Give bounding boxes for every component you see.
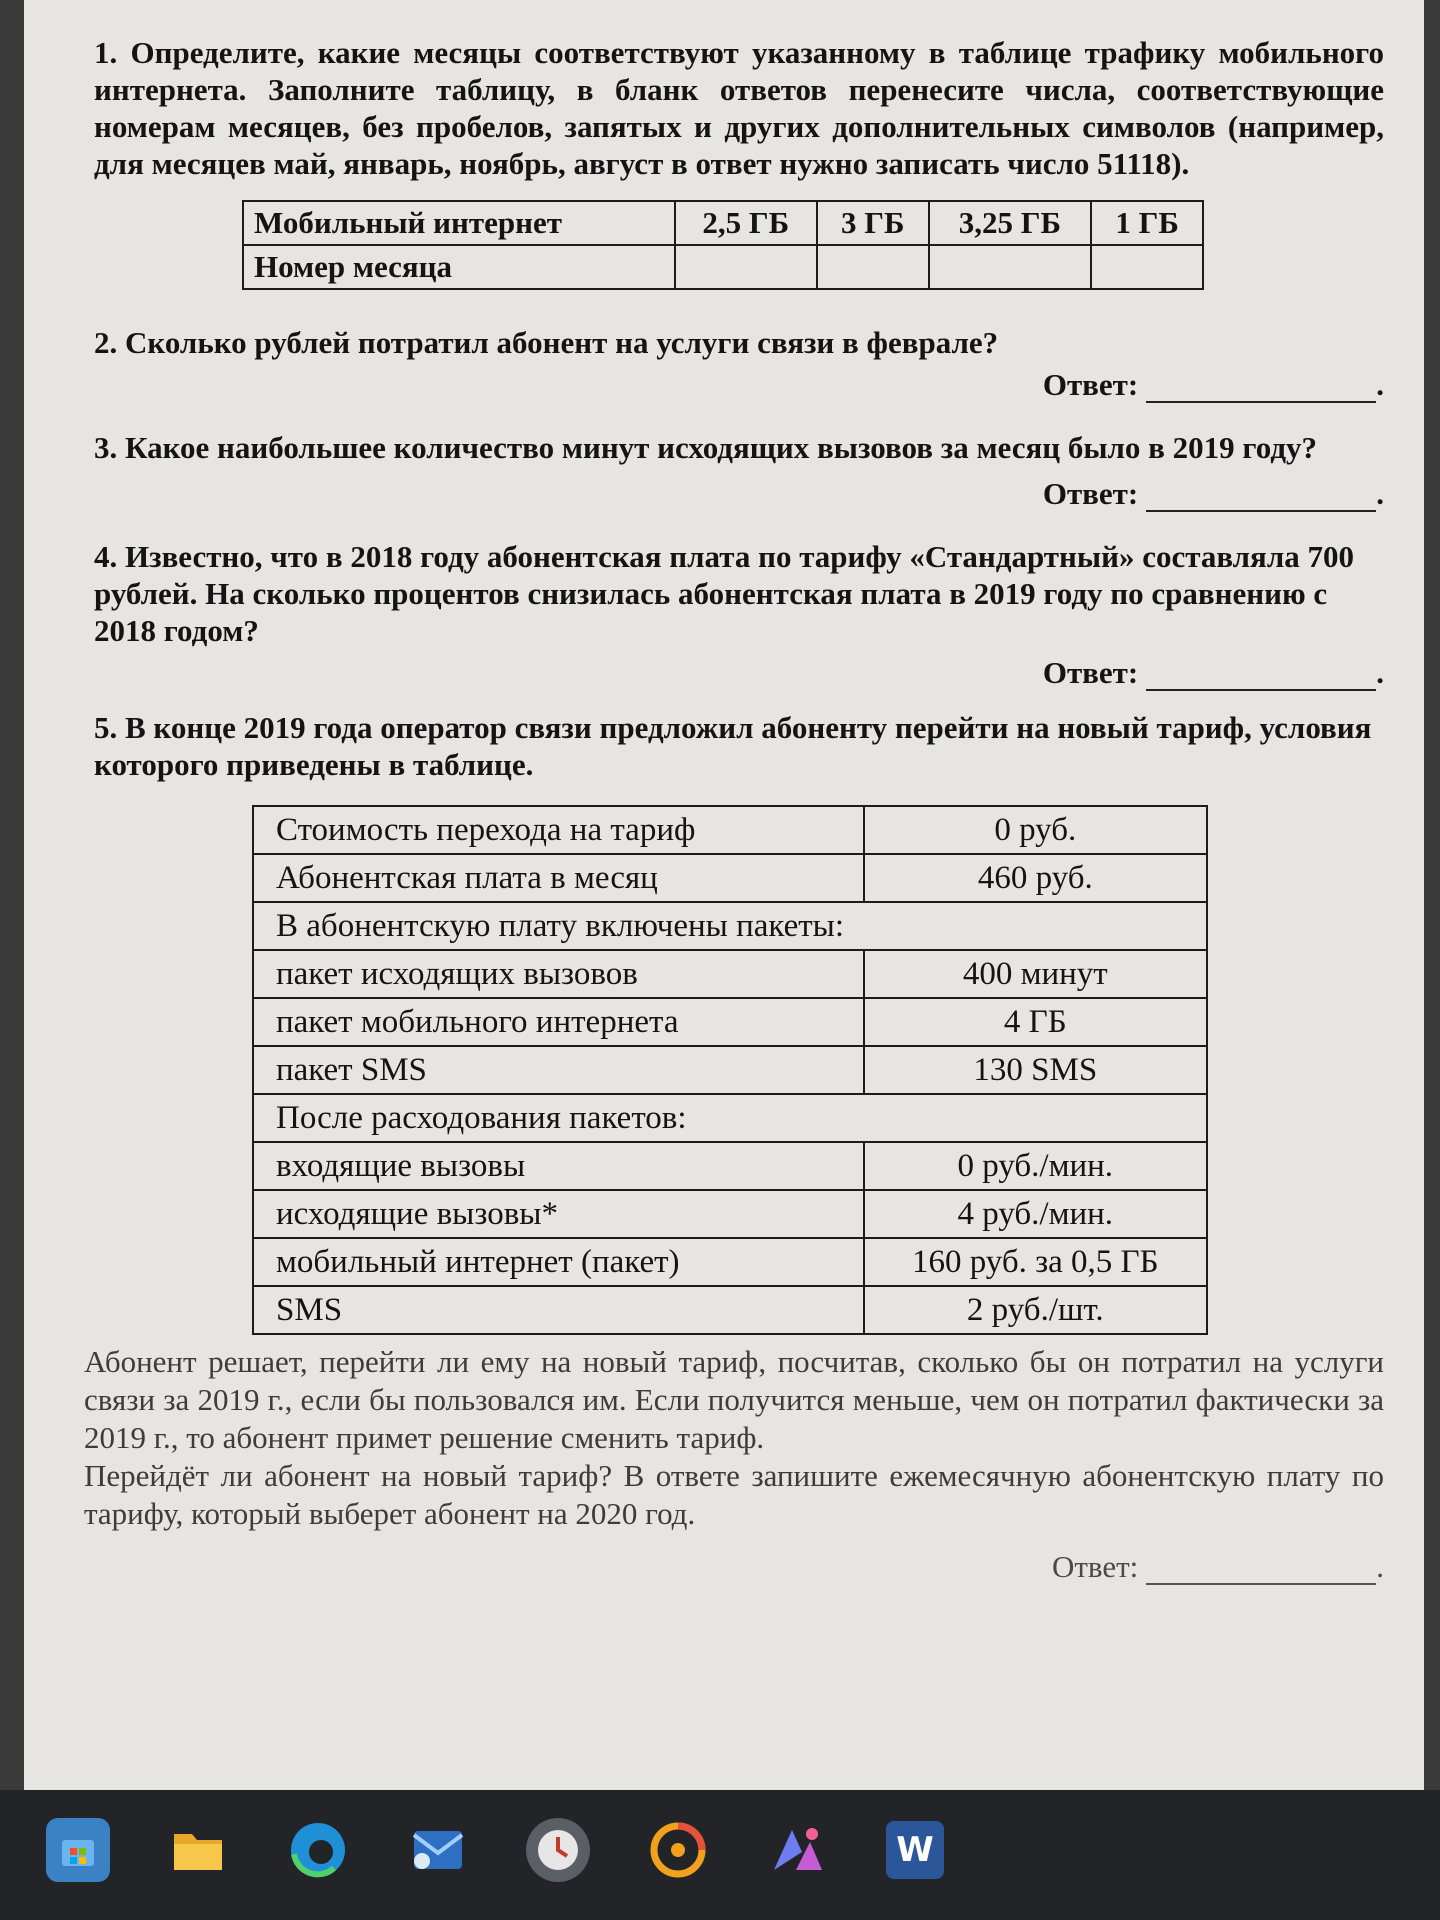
table-row: [253, 1094, 1207, 1142]
table-cell: 0 руб.: [864, 806, 1207, 854]
table-row: [253, 1142, 1207, 1190]
table-row: [253, 806, 1207, 854]
answer-blank: [1146, 659, 1376, 691]
answer-label: Ответ:: [1042, 655, 1139, 690]
table-cell: 130 SMS: [864, 1046, 1207, 1094]
table-cell: пакет SMS: [253, 1046, 864, 1094]
table-cell: 2 руб./шт.: [864, 1286, 1207, 1334]
answer-label: Ответ:: [1042, 367, 1139, 402]
question-5-condition: Абонент решает, перейти ли ему на новый тариф, посчитав, сколько бы он потратил на услуги связи за 2019 г., если бы пользовался им. Если получится меньше, чем он потратил фактически за 2019 г., то абонент примет решение сменить тариф.: [84, 1344, 1384, 1455]
empty-answer-cell: [1091, 245, 1203, 289]
file-explorer-icon[interactable]: [166, 1818, 230, 1882]
question-3: 3. Какое наибольшее количество минут исходящих вызовов за месяц было в 2019 году?: [94, 430, 1318, 465]
question-4: 4. Известно, что в 2018 году абонентская плата по тарифу «Стандартный» составляла 700 рублей. На сколько процентов снизилась абонентская плата в 2019 году по сравнению с 2018 годом?: [94, 539, 1354, 648]
table-cell: 160 руб. за 0,5 ГБ: [864, 1238, 1207, 1286]
table-cell: SMS: [253, 1286, 864, 1334]
table-section-header: В абонентскую плату включены пакеты:: [253, 902, 1207, 950]
table-cell: исходящие вызовы*: [253, 1190, 864, 1238]
clock-app-icon[interactable]: [526, 1818, 590, 1882]
tariff-table: [252, 805, 1208, 1335]
table-row: [253, 1286, 1207, 1334]
answer-blank: [1146, 371, 1376, 403]
store-icon[interactable]: [46, 1818, 110, 1882]
document-page: [24, 0, 1424, 1790]
table-cell: 3,25 ГБ: [929, 201, 1091, 245]
answer-label: Ответ:: [1042, 476, 1139, 511]
table-cell: 1 ГБ: [1091, 201, 1203, 245]
table-cell: Абонентская плата в месяц: [253, 854, 864, 902]
table-cell: Стоимость перехода на тариф: [253, 806, 864, 854]
table-row: [243, 201, 1203, 245]
answer-line-2: Ответ: .: [1042, 367, 1384, 402]
table-cell: 4 ГБ: [864, 998, 1207, 1046]
table-row: [243, 245, 1203, 289]
answer-label: Ответ:: [1051, 1549, 1139, 1584]
table-cell: 4 руб./мин.: [864, 1190, 1207, 1238]
empty-answer-cell: [817, 245, 929, 289]
traffic-table: [242, 200, 1204, 290]
table-cell: 2,5 ГБ: [675, 201, 817, 245]
table-cell: пакет исходящих вызовов: [253, 950, 864, 998]
table-cell: Номер месяца: [243, 245, 675, 289]
table-cell: мобильный интернет (пакет): [253, 1238, 864, 1286]
answer-line-4: Ответ: .: [1042, 655, 1384, 690]
table-cell: 0 руб./мин.: [864, 1142, 1207, 1190]
document-content: [84, 34, 1384, 1585]
question-2: 2. Сколько рублей потратил абонент на услуги связи в феврале?: [94, 325, 999, 360]
paint-icon[interactable]: [766, 1818, 830, 1882]
table-cell: 460 руб.: [864, 854, 1207, 902]
question-5: 5. В конце 2019 года оператор связи предложил абоненту перейти на новый тариф, условия которого приведены в таблице.: [94, 710, 1372, 782]
table-cell: пакет мобильного интернета: [253, 998, 864, 1046]
taskbar: [0, 1790, 1440, 1920]
table-row: [253, 854, 1207, 902]
table-row: [253, 998, 1207, 1046]
empty-answer-cell: [675, 245, 817, 289]
table-row: [253, 1190, 1207, 1238]
table-section-header: После расходования пакетов:: [253, 1094, 1207, 1142]
table-row: [253, 950, 1207, 998]
empty-answer-cell: [929, 245, 1091, 289]
question-1: 1. Определите, какие месяцы соответствуют указанному в таблице трафику мобильного интернета. Заполните таблицу, в бланк ответов перенесите числа, соответствующие номерам месяцев, без пробелов, запятых и других дополнительных символов (например, для месяцев май, январь, ноябрь, август в ответ нужно записать число 51118).: [94, 35, 1384, 181]
word-icon[interactable]: [886, 1821, 944, 1879]
table-cell: 3 ГБ: [817, 201, 929, 245]
edge-icon[interactable]: [286, 1818, 350, 1882]
table-cell: 400 минут: [864, 950, 1207, 998]
table-row: [253, 1046, 1207, 1094]
mail-icon[interactable]: [406, 1818, 470, 1882]
table-row: [253, 902, 1207, 950]
word-icon-glyph: W: [896, 1830, 934, 1870]
media-player-icon[interactable]: [646, 1818, 710, 1882]
answer-blank: [1146, 1557, 1376, 1585]
table-row: [253, 1238, 1207, 1286]
answer-blank: [1146, 480, 1376, 512]
answer-line-3: Ответ: .: [1042, 476, 1384, 511]
table-cell: входящие вызовы: [253, 1142, 864, 1190]
answer-line-5: Ответ: .: [1051, 1549, 1384, 1584]
question-5-task: Перейдёт ли абонент на новый тариф? В ответе запишите ежемесячную абонентскую плату по тарифу, который выберет абонент на 2020 год.: [84, 1458, 1384, 1531]
table-cell: Мобильный интернет: [243, 201, 675, 245]
